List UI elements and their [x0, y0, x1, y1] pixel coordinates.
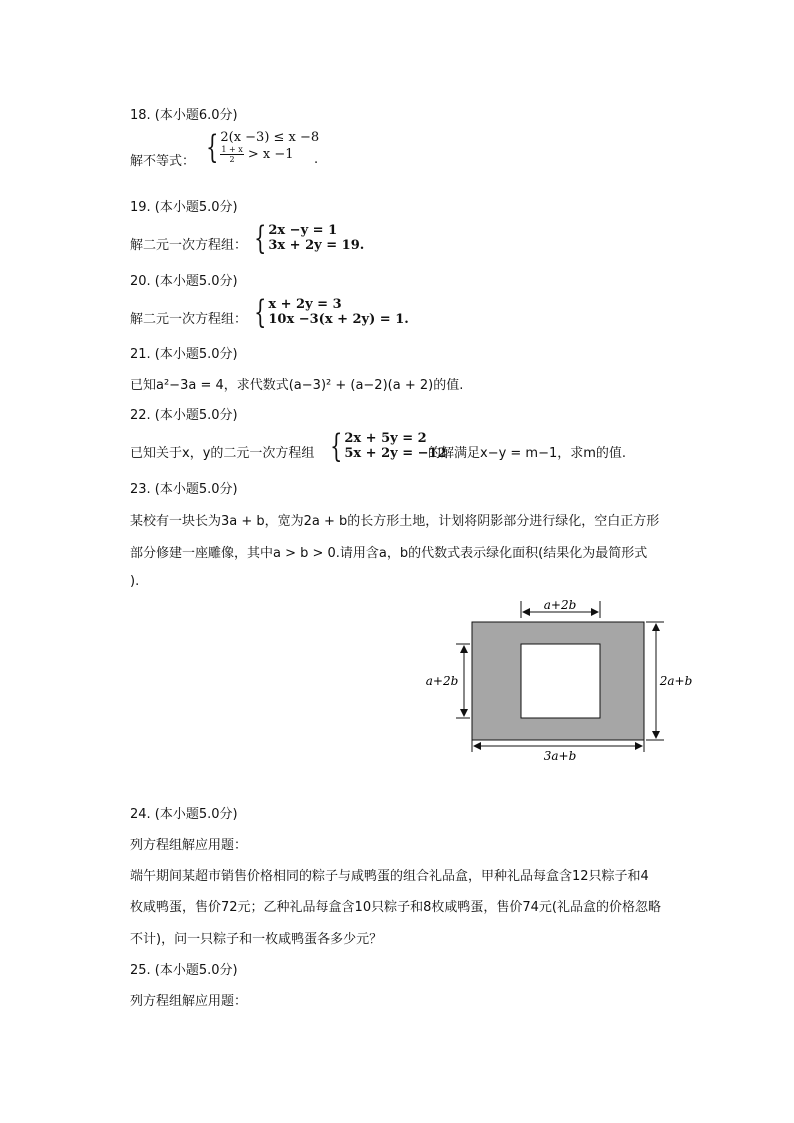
q18-frac-num: 1 + x — [221, 145, 243, 154]
q18-line1: 2(x −3) ≤ x −8 — [220, 130, 320, 145]
bottom-label: 3a+b — [543, 749, 577, 763]
q19-header: 19. (本小题5.0分) — [130, 200, 238, 215]
q25-header: 25. (本小题5.0分) — [130, 963, 238, 978]
q23-figure — [420, 596, 700, 766]
q24-intro: 列方程组解应用题： — [130, 838, 248, 853]
q19-line2: 3x + 2y = 19. — [268, 238, 365, 253]
q22-header: 22. (本小题5.0分) — [130, 408, 238, 423]
q20-header: 20. (本小题5.0分) — [130, 274, 238, 289]
q21-text: 已知a²−3a = 4，求代数式(a−3)² + (a−2)(a + 2)的值. — [130, 378, 464, 393]
brace-icon: { — [254, 219, 267, 257]
q24-line3: 不计)，问一只粽子和一枚咸鸭蛋各多少元？ — [130, 932, 383, 947]
q19-system — [250, 219, 365, 257]
q20-line1: x + 2y = 3 — [268, 297, 342, 312]
q18-frac-den: 2 — [229, 155, 235, 164]
left-label: a+2b — [425, 674, 459, 688]
q23-header: 23. (本小题5.0分) — [130, 482, 238, 497]
brace-icon: { — [254, 293, 267, 331]
q20-line2: 10x −3(x + 2y) = 1. — [268, 312, 409, 327]
q24-line2: 枚咸鸭蛋，售价72元；乙种礼品每盒含10只粽子和8枚咸鸭蛋，售价74元(礼品盒的价格忽略 — [130, 900, 661, 915]
q22-prefix: 已知关于x，y的二元一次方程组 — [130, 446, 315, 461]
q23-line2: 部分修建一座雕像，其中a > b > 0.请用含a，b的代数式表示绿化面积(结果化为最简形式 — [130, 546, 648, 561]
q18-system — [202, 130, 319, 164]
q24-header: 24. (本小题5.0分) — [130, 807, 238, 822]
q22-line2: 5x + 2y = −12 — [344, 446, 447, 461]
brace-icon: { — [206, 128, 219, 166]
q18-line2 — [220, 145, 319, 164]
q20-system — [250, 293, 409, 331]
q18-fraction — [220, 145, 243, 164]
q18-header: 18. (本小题6.0分) — [130, 108, 238, 123]
q21-header: 21. (本小题5.0分) — [130, 347, 238, 362]
q23-line1: 某校有一块长为3a + b，宽为2a + b的长方形土地，计划将阴影部分进行绿化，空白正方形 — [130, 514, 660, 529]
q24-line1: 端午期间某超市销售价格相同的粽子与咸鸭蛋的组合礼品盒，甲种礼品每盒含12只粽子和4 — [130, 869, 649, 884]
q19-line1: 2x −y = 1 — [268, 223, 338, 238]
q22-line1: 2x + 5y = 2 — [344, 431, 427, 446]
q19-prefix: 解二元一次方程组： — [130, 238, 248, 253]
q25-intro: 列方程组解应用题： — [130, 994, 248, 1009]
blank-square — [521, 644, 600, 718]
q18-line2-rest: > x −1 — [247, 147, 294, 162]
right-label: 2a+b — [659, 674, 693, 688]
q20-prefix: 解二元一次方程组： — [130, 312, 248, 327]
q22-suffix: 的解满足x−y = m−1，求m的值. — [428, 446, 627, 461]
q18-tail: . — [314, 152, 319, 167]
brace-icon: { — [330, 427, 343, 465]
q18-prefix: 解不等式： — [130, 154, 196, 169]
q23-line3: ). — [130, 574, 140, 589]
top-label: a+2b — [543, 598, 577, 612]
